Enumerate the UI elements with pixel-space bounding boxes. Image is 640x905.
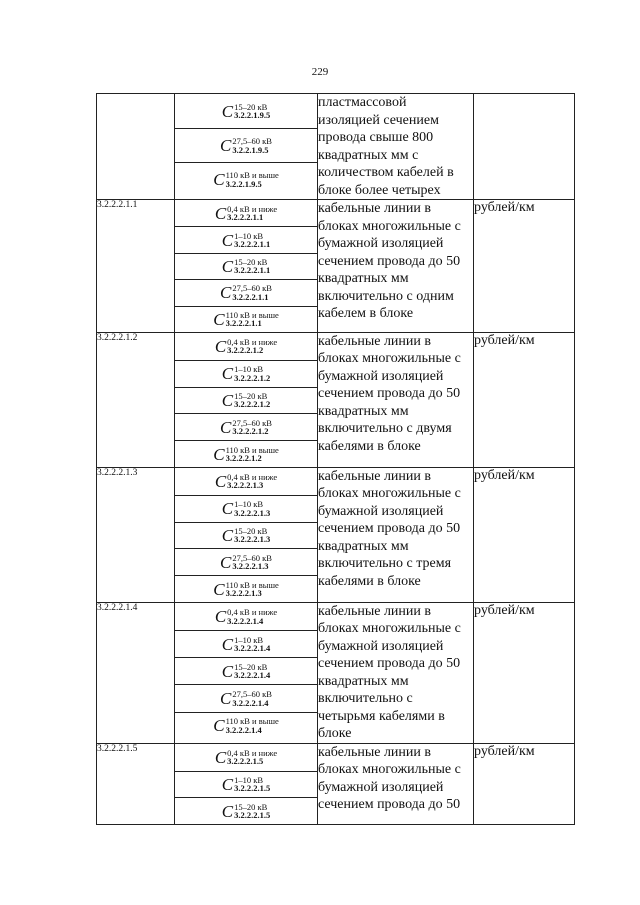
rate-symbol-letter: C	[213, 444, 225, 464]
rate-index: 3.2.2.1.9.5	[225, 178, 262, 189]
item-code: 3.2.2.2.1.1	[97, 200, 175, 333]
description-line: квадратных мм	[318, 538, 409, 554]
rate-symbol-letter: C	[213, 716, 225, 736]
rate-symbol-letter: C	[221, 661, 234, 681]
voltage-class: 27,5–60 кВ	[232, 136, 272, 146]
rate-symbol	[175, 387, 317, 414]
rate-symbol-letter: C	[220, 552, 232, 572]
description-line: кабельные линии в	[318, 333, 432, 349]
rate-symbol-letter: C	[221, 230, 234, 250]
rate-symbol-letter: C	[214, 471, 227, 491]
description-line: кабелем в блоке	[318, 306, 414, 321]
rate-symbol	[175, 684, 317, 711]
rate-index: 3.2.2.2.1.3	[225, 588, 262, 599]
voltage-class: 1–10 кВ	[234, 230, 264, 241]
rate-index: 3.2.2.2.1.2	[234, 372, 271, 383]
item-code: 3.2.2.2.1.5	[97, 743, 175, 824]
voltage-class: 0,4 кВ и ниже	[227, 471, 278, 482]
rate-symbol-letter: C	[221, 801, 234, 821]
table-row	[97, 467, 575, 602]
rate-index: 3.2.2.2.1.1	[234, 239, 271, 250]
voltage-class: 15–20 кВ	[234, 256, 268, 267]
rate-symbol	[175, 360, 317, 387]
rate-index: 3.2.2.2.1.1	[234, 265, 271, 276]
description-line: блоке более четырех	[318, 182, 441, 198]
voltage-class: 0,4 кВ и ниже	[227, 336, 278, 347]
description-line: блоках многожильные с	[318, 621, 461, 637]
voltage-class: 1–10 кВ	[234, 634, 264, 645]
description-line: включительно с двумя	[318, 421, 452, 437]
rate-symbol	[175, 413, 317, 440]
table-row	[97, 743, 575, 824]
rate-index: 3.2.2.2.1.2	[227, 345, 264, 356]
rate-symbol	[175, 548, 317, 575]
rate-symbol-letter: C	[221, 101, 234, 121]
rate-symbol	[175, 253, 317, 279]
rate-index: 3.2.2.2.1.4	[234, 643, 271, 654]
item-code: 3.2.2.2.1.4	[97, 602, 175, 743]
voltage-class: 110 кВ и выше	[225, 170, 279, 180]
rate-index: 3.2.2.2.1.5	[234, 783, 271, 794]
table-row	[97, 200, 575, 333]
rate-symbol	[175, 603, 317, 630]
rate-symbols	[175, 94, 318, 200]
rate-symbol-letter: C	[221, 364, 234, 384]
rate-index: 3.2.2.1.9.5	[232, 144, 269, 155]
rate-index: 3.2.2.2.1.2	[225, 453, 262, 464]
description	[318, 200, 474, 333]
description-line: сечением провода до 50	[318, 386, 461, 402]
description-line: блоках многожильные с	[318, 762, 461, 778]
rate-index: 3.2.2.2.1.3	[234, 507, 271, 518]
description-line: блоках многожильные с	[318, 486, 461, 502]
voltage-class: 110 кВ и выше	[225, 444, 279, 455]
rate-symbol	[175, 630, 317, 657]
rate-index: 3.2.2.2.1.4	[234, 670, 271, 681]
rate-symbol	[175, 306, 317, 332]
rate-symbol	[175, 94, 317, 128]
rate-symbol-letter: C	[220, 417, 232, 437]
rate-symbol-letter: C	[214, 747, 227, 767]
voltage-class: 27,5–60 кВ	[232, 552, 272, 563]
voltage-class: 110 кВ и выше	[225, 309, 279, 320]
description-line: сечением провода до 50	[318, 521, 461, 537]
item-code	[97, 94, 175, 200]
unit: рублей/км	[474, 200, 575, 333]
rate-symbol-letter: C	[220, 136, 232, 155]
description	[318, 467, 474, 602]
rate-symbols	[175, 743, 318, 824]
rate-symbol	[175, 162, 317, 196]
unit: рублей/км	[474, 332, 575, 467]
table-row	[97, 332, 575, 467]
rate-symbol-letter: C	[213, 579, 225, 599]
rate-symbol-letter: C	[220, 283, 232, 303]
unit: рублей/км	[474, 467, 575, 602]
item-code: 3.2.2.2.1.2	[97, 332, 175, 467]
description-line: блоке	[318, 726, 352, 742]
rate-symbol-letter: C	[221, 499, 234, 519]
rates-table	[96, 93, 575, 825]
voltage-class: 15–20 кВ	[234, 101, 268, 112]
voltage-class: 27,5–60 кВ	[232, 417, 272, 428]
rate-symbol	[175, 279, 317, 305]
voltage-class: 110 кВ и выше	[225, 579, 279, 590]
rate-symbol	[175, 657, 317, 684]
description	[318, 602, 474, 743]
description	[318, 332, 474, 467]
description-line: кабелями в блоке	[318, 573, 421, 589]
rate-symbol	[175, 744, 317, 771]
description-line: количеством кабелей в	[318, 165, 454, 180]
rate-symbol-letter: C	[214, 336, 227, 356]
table-row	[97, 602, 575, 743]
description-line: сечением провода до 50	[318, 253, 461, 269]
voltage-class: 1–10 кВ	[234, 364, 264, 375]
rate-index: 3.2.2.2.1.3	[234, 534, 271, 545]
rate-symbol	[175, 440, 317, 467]
description-line: провода свыше 800	[318, 130, 434, 145]
description-line: четырьмя кабелями в	[318, 708, 445, 724]
rate-index: 3.2.2.2.1.2	[234, 399, 271, 410]
description-line: квадратных мм	[318, 403, 409, 419]
rate-symbol	[175, 712, 317, 739]
rate-symbol	[175, 468, 317, 495]
description	[318, 743, 474, 824]
rate-symbol-letter: C	[221, 774, 234, 794]
table-row	[97, 94, 575, 200]
rate-index: 3.2.2.2.1.5	[234, 810, 271, 821]
rate-symbol	[175, 771, 317, 798]
rate-symbol-letter: C	[221, 256, 234, 276]
rate-symbol	[175, 522, 317, 549]
rate-symbol	[175, 226, 317, 252]
description-line: бумажной изоляцией	[318, 503, 444, 519]
description-line: пластмассовой	[318, 95, 407, 110]
voltage-class: 15–20 кВ	[234, 661, 268, 672]
voltage-class: 27,5–60 кВ	[232, 283, 272, 294]
description-line: сечением провода до 50	[318, 656, 461, 672]
description-line: кабельные линии в	[318, 468, 432, 484]
description-line: бумажной изоляцией	[318, 779, 444, 795]
description-line: включительно с	[318, 691, 413, 707]
rate-symbol-letter: C	[213, 309, 225, 329]
item-code: 3.2.2.2.1.3	[97, 467, 175, 602]
rate-symbol-letter: C	[214, 607, 227, 627]
description-line: квадратных мм	[318, 271, 409, 286]
rate-index: 3.2.2.2.1.1	[227, 212, 264, 223]
description-line: кабельные линии в	[318, 201, 432, 216]
description-line: квадратных мм	[318, 673, 409, 689]
description-line: бумажной изоляцией	[318, 638, 444, 654]
rate-index: 3.2.2.2.1.4	[232, 697, 269, 708]
rate-index: 3.2.2.2.1.4	[225, 724, 262, 735]
description-line: квадратных мм с	[318, 147, 419, 163]
rate-symbol-letter: C	[213, 170, 225, 189]
voltage-class: 1–10 кВ	[234, 774, 264, 785]
rate-index: 3.2.2.2.1.4	[227, 615, 264, 626]
rate-symbol-letter: C	[214, 203, 227, 223]
rate-index: 3.2.2.2.1.1	[232, 291, 269, 302]
description-line: бумажной изоляцией	[318, 368, 444, 384]
voltage-class: 0,4 кВ и ниже	[227, 203, 278, 214]
rate-index: 3.2.2.2.1.1	[225, 318, 262, 329]
rate-index: 3.2.2.2.1.3	[232, 561, 269, 572]
rate-index: 3.2.2.2.1.2	[232, 426, 269, 437]
description-line: изоляцией сечением	[318, 112, 439, 128]
rate-symbol-letter: C	[220, 689, 232, 709]
voltage-class: 15–20 кВ	[234, 525, 268, 536]
rate-symbol	[175, 797, 317, 824]
rate-symbol	[175, 200, 317, 226]
rate-index: 3.2.2.1.9.5	[234, 110, 271, 120]
unit	[474, 94, 575, 200]
voltage-class: 0,4 кВ и ниже	[227, 747, 278, 758]
rate-index: 3.2.2.2.1.5	[227, 756, 264, 767]
description-line: кабелями в блоке	[318, 438, 421, 454]
voltage-class: 0,4 кВ и ниже	[227, 607, 278, 618]
page-number: 229	[311, 66, 329, 78]
rate-symbols	[175, 467, 318, 602]
description-line: кабельные линии в	[318, 603, 432, 619]
rate-symbols	[175, 332, 318, 467]
description-line: сечением провода до 50	[318, 797, 461, 813]
description-line: блоках многожильные с	[318, 218, 461, 234]
voltage-class: 110 кВ и выше	[225, 716, 279, 727]
description-line: включительно с одним	[318, 288, 454, 304]
voltage-class: 15–20 кВ	[234, 801, 268, 812]
voltage-class: 1–10 кВ	[234, 499, 264, 510]
rate-symbol	[175, 333, 317, 360]
voltage-class: 15–20 кВ	[234, 390, 268, 401]
description-line: бумажной изоляцией	[318, 236, 444, 251]
rate-symbols	[175, 200, 318, 333]
voltage-class: 27,5–60 кВ	[232, 689, 272, 700]
rate-symbols	[175, 602, 318, 743]
rate-symbol-letter: C	[221, 390, 234, 410]
description-line: блоках многожильные с	[318, 351, 461, 367]
description	[318, 94, 474, 200]
rate-symbol-letter: C	[221, 525, 234, 545]
rate-symbol	[175, 495, 317, 522]
description-line: кабельные линии в	[318, 744, 432, 760]
unit: рублей/км	[474, 743, 575, 824]
rate-index: 3.2.2.2.1.3	[227, 480, 264, 491]
unit: рублей/км	[474, 602, 575, 743]
rate-symbol-letter: C	[221, 634, 234, 654]
description-line: включительно с тремя	[318, 556, 452, 572]
rate-symbol	[175, 128, 317, 162]
rate-symbol	[175, 575, 317, 602]
